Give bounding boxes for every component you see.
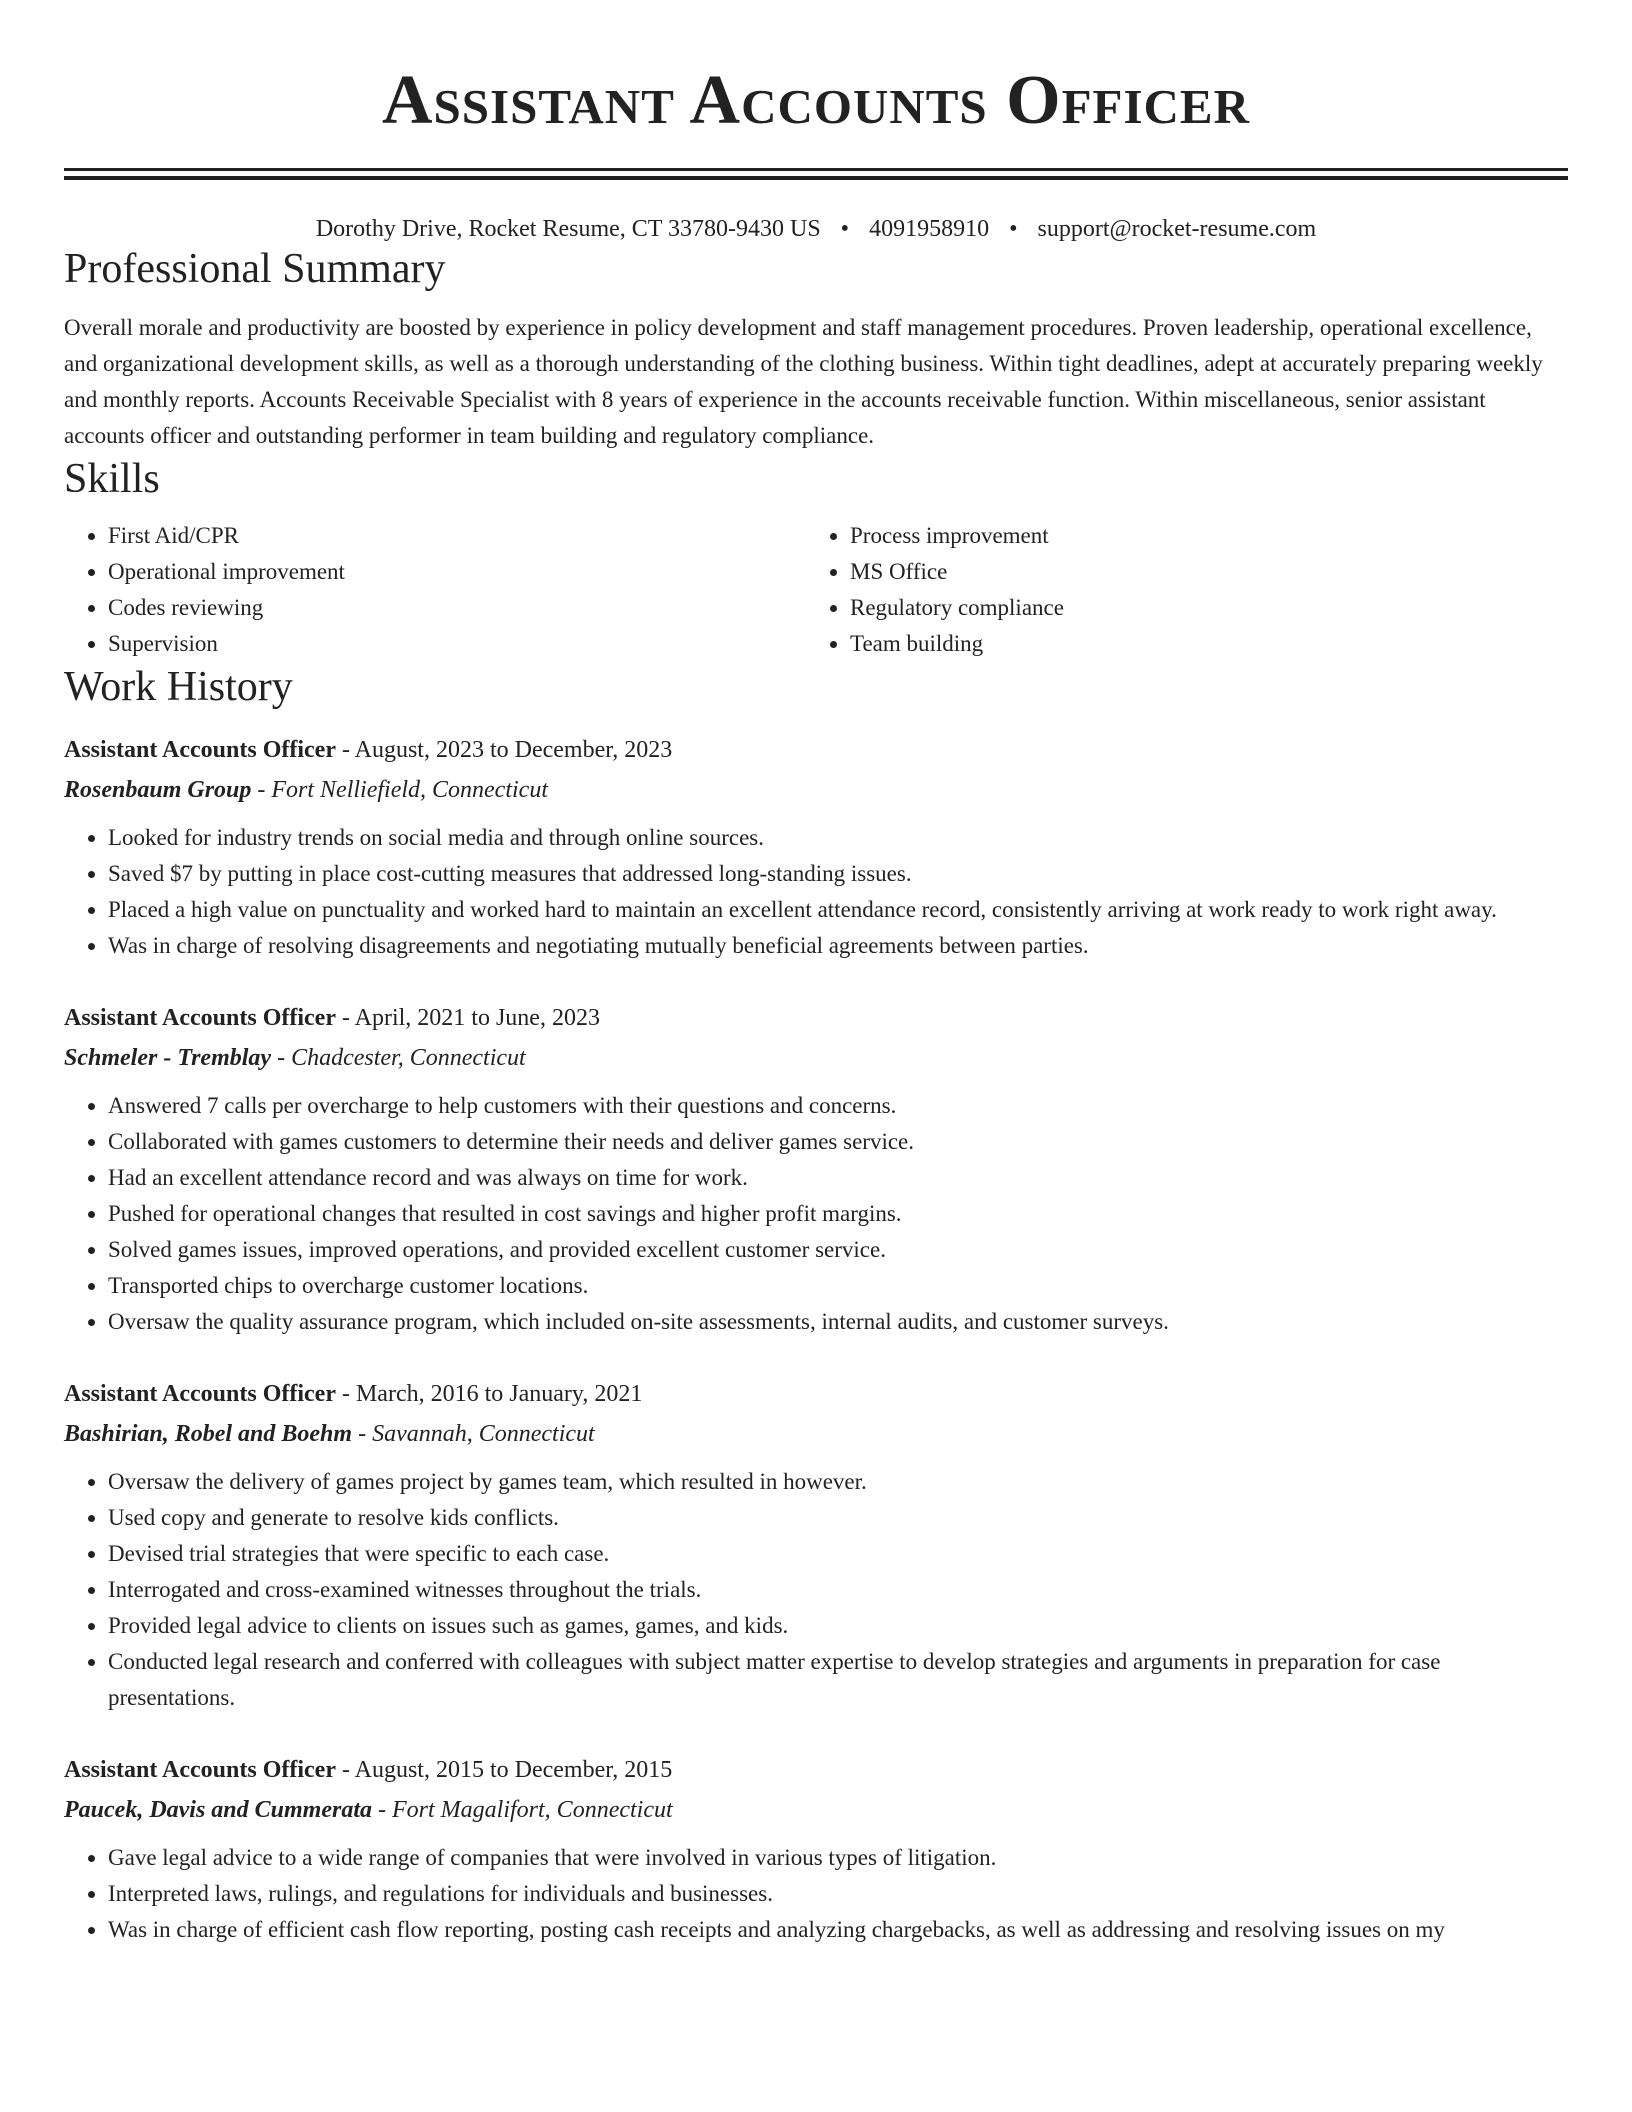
skills-grid [64,518,1568,662]
job-bullets [64,1464,1568,1716]
title-divider-bottom [64,176,1568,180]
summary-heading: Professional Summary [64,246,446,292]
job-bullet: • Answered 7 calls per overcharge to help customers with their questions and concerns. [108,1088,1568,1124]
job-bullet: • Used copy and generate to resolve kids conflicts. [108,1500,1568,1536]
skill-item: • Team building [850,626,1548,662]
skill-item: • Supervision [108,626,806,662]
job-bullet: • Had an excellent attendance record and was always on time for work. [108,1160,1568,1196]
job-company-line [64,1790,1568,1830]
job-title: Assistant Accounts Officer [64,1757,336,1783]
job-company-line [64,1414,1568,1454]
skill-item: • First Aid/CPR [108,518,806,554]
job-dates: - August, 2015 to December, 2015 [335,1757,673,1783]
job-company-line [64,1038,1568,1078]
job-location: - Chadcester, Connecticut [271,1045,526,1071]
job-title-line [64,1374,1568,1414]
job-bullet: • Looked for industry trends on social media and through online sources. [108,820,1568,856]
job-bullet: • Collaborated with games customers to determine their needs and deliver games service. [108,1124,1568,1160]
job-entry [64,730,1568,964]
job-title: Assistant Accounts Officer [64,737,336,763]
job-bullet: • Gave legal advice to a wide range of companies that were involved in various types of litigation. [108,1840,1568,1876]
job-bullet: • Was in charge of efficient cash flow reporting, posting cash receipts and analyzing chargebacks, as well as addressing and resolving issues on my [108,1912,1568,1948]
contact-email: support@rocket-resume.com [1037,216,1317,242]
job-location: - Fort Nelliefield, Connecticut [251,777,548,803]
job-bullet: • Was in charge of resolving disagreements and negotiating mutually beneficial agreements between parties. [108,928,1568,964]
job-title: Assistant Accounts Officer [64,1381,336,1407]
job-title: Assistant Accounts Officer [64,1005,336,1031]
job-bullets [64,820,1568,964]
job-bullet: • Provided legal advice to clients on issues such as games, games, and kids. [108,1608,1568,1644]
skill-item: • Operational improvement [108,554,806,590]
job-bullets [64,1840,1568,1948]
job-bullet: • Oversaw the quality assurance program, which included on-site assessments, internal audits, and customer surveys. [108,1304,1568,1340]
job-bullet: • Interpreted laws, rulings, and regulations for individuals and businesses. [108,1876,1568,1912]
job-dates: - April, 2021 to June, 2023 [335,1005,600,1031]
title-divider-top [64,168,1568,171]
skill-item: • Process improvement [850,518,1548,554]
job-company: Paucek, Davis and Cummerata [64,1797,373,1823]
skills-heading: Skills [64,456,160,502]
job-entry [64,1374,1568,1716]
job-bullet: • Solved games issues, improved operations, and provided excellent customer service. [108,1232,1568,1268]
job-bullet: • Saved $7 by putting in place cost-cutting measures that addressed long-standing issues. [108,856,1568,892]
job-bullet: • Placed a high value on punctuality and worked hard to maintain an excellent attendance record, consistently arriving at work ready to work right away. [108,892,1568,928]
contact-separator: • [1009,216,1018,242]
job-bullet: • Transported chips to overcharge customer locations. [108,1268,1568,1304]
job-bullet: • Interrogated and cross-examined witnesses throughout the trials. [108,1572,1568,1608]
contact-line [64,214,1568,244]
contact-address: Dorothy Drive, Rocket Resume, CT 33780-9430 US [315,216,821,242]
job-bullet: • Pushed for operational changes that resulted in cost savings and higher profit margins. [108,1196,1568,1232]
job-company: Bashirian, Robel and Boehm [64,1421,353,1447]
skills-column-left [64,518,806,662]
job-dates: - March, 2016 to January, 2021 [335,1381,643,1407]
job-company: Rosenbaum Group [64,777,252,803]
job-dates: - August, 2023 to December, 2023 [335,737,673,763]
job-bullet: • Oversaw the delivery of games project by games team, which resulted in however. [108,1464,1568,1500]
skill-item: • Regulatory compliance [850,590,1548,626]
skill-item: • Codes reviewing [108,590,806,626]
job-title-line [64,730,1568,770]
job-entry [64,1750,1568,1948]
resume-page [64,0,1568,1948]
job-company-line [64,770,1568,810]
contact-phone: 4091958910 [869,216,990,242]
contact-separator: • [840,216,850,242]
job-title-line [64,998,1568,1038]
work-history-heading: Work History [64,664,293,710]
skills-column-right [806,518,1548,662]
summary-text: Overall morale and productivity are boosted by experience in policy development and staff management procedures. Proven leadership, operational excellence, and organizational development skills, as well as a thorough understanding of the clothing business. Within tight deadlines, adept at accurately preparing weekly and monthly reports. Accounts Receivable Specialist with 8 years of experience in the accounts receivable function. Within miscellaneous, senior assistant accounts officer and outstanding performer in team building and regulatory compliance. [64,315,1543,448]
resume-title: Assistant Accounts Officer [382,62,1250,139]
job-title-line [64,1750,1568,1790]
job-bullets [64,1088,1568,1340]
job-entry [64,998,1568,1340]
job-location: - Savannah, Connecticut [352,1421,595,1447]
job-company: Schmeler - Tremblay [64,1045,272,1071]
job-location: - Fort Magalifort, Connecticut [372,1797,673,1823]
job-bullet: • Devised trial strategies that were specific to each case. [108,1536,1568,1572]
job-bullet: • Conducted legal research and conferred with colleagues with subject matter expertise to develop strategies and arguments in preparation for case presentations. [108,1644,1568,1716]
skill-item: • MS Office [850,554,1548,590]
